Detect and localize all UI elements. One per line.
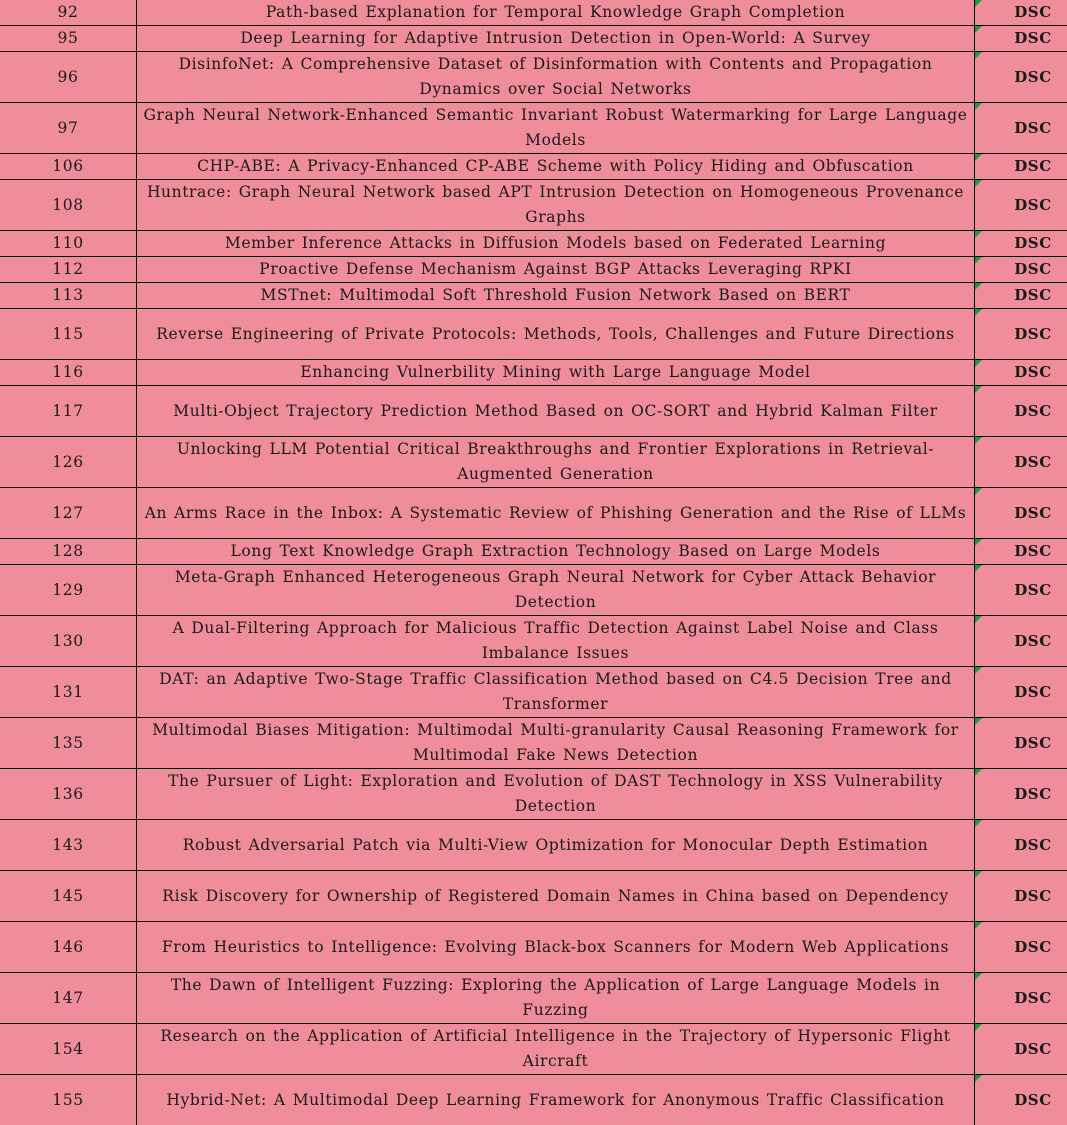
paper-title-cell bbox=[137, 283, 975, 309]
paper-title-cell bbox=[137, 52, 975, 103]
paper-track-label: DSC bbox=[1014, 504, 1052, 522]
paper-title-cell bbox=[137, 488, 975, 539]
paper-id-cell: 110 bbox=[0, 231, 137, 257]
paper-title-text: Graph Neural Network-Enhanced Semantic Invariant Robust Watermarking for Large Language Models bbox=[141, 103, 970, 153]
paper-id-cell: 113 bbox=[0, 283, 137, 309]
paper-track-label: DSC bbox=[1014, 734, 1052, 752]
table-row bbox=[0, 26, 1067, 52]
paper-track-cell[interactable] bbox=[975, 1075, 1067, 1125]
paper-track-cell[interactable] bbox=[975, 667, 1067, 718]
comment-indicator-icon bbox=[975, 973, 982, 980]
paper-title-cell bbox=[137, 1024, 975, 1075]
paper-track-label: DSC bbox=[1014, 938, 1052, 956]
table-row bbox=[0, 437, 1067, 488]
paper-track-label: DSC bbox=[1014, 119, 1052, 137]
paper-track-label: DSC bbox=[1014, 363, 1052, 381]
paper-track-label: DSC bbox=[1014, 581, 1052, 599]
paper-id-cell: 146 bbox=[0, 922, 137, 973]
paper-track-label: DSC bbox=[1014, 196, 1052, 214]
table-row bbox=[0, 309, 1067, 360]
comment-indicator-icon bbox=[975, 871, 982, 878]
paper-track-cell[interactable] bbox=[975, 0, 1067, 26]
table-row bbox=[0, 539, 1067, 565]
table-row bbox=[0, 871, 1067, 922]
comment-indicator-icon bbox=[975, 769, 982, 776]
paper-id-cell: 145 bbox=[0, 871, 137, 922]
paper-track-cell[interactable] bbox=[975, 283, 1067, 309]
paper-title-cell bbox=[137, 565, 975, 616]
paper-title-text: Multimodal Biases Mitigation: Multimodal Multi-granularity Causal Reasoning Framework for Multimodal Fake News Detection bbox=[141, 718, 970, 768]
paper-id-cell: 129 bbox=[0, 565, 137, 616]
table-row bbox=[0, 922, 1067, 973]
paper-title-cell bbox=[137, 386, 975, 437]
paper-track-cell[interactable] bbox=[975, 437, 1067, 488]
paper-track-cell[interactable] bbox=[975, 539, 1067, 565]
paper-track-label: DSC bbox=[1014, 453, 1052, 471]
table-row bbox=[0, 103, 1067, 154]
paper-title-cell bbox=[137, 871, 975, 922]
paper-id-cell: 135 bbox=[0, 718, 137, 769]
paper-title-cell bbox=[137, 180, 975, 231]
table-row bbox=[0, 488, 1067, 539]
paper-id-cell: 92 bbox=[0, 0, 137, 26]
paper-track-label: DSC bbox=[1014, 785, 1052, 803]
paper-id-cell: 126 bbox=[0, 437, 137, 488]
table-row bbox=[0, 154, 1067, 180]
paper-id-cell: 128 bbox=[0, 539, 137, 565]
table-row bbox=[0, 52, 1067, 103]
paper-id-cell: 117 bbox=[0, 386, 137, 437]
paper-track-cell[interactable] bbox=[975, 1024, 1067, 1075]
comment-indicator-icon bbox=[975, 52, 982, 59]
paper-id-cell: 130 bbox=[0, 616, 137, 667]
paper-title-text: Unlocking LLM Potential Critical Breakthroughs and Frontier Explorations in Retrieval-Augmented Generation bbox=[141, 437, 970, 487]
paper-track-cell[interactable] bbox=[975, 922, 1067, 973]
comment-indicator-icon bbox=[975, 616, 982, 623]
table-row bbox=[0, 0, 1067, 26]
table-row bbox=[0, 231, 1067, 257]
paper-track-cell[interactable] bbox=[975, 488, 1067, 539]
paper-track-label: DSC bbox=[1014, 29, 1052, 47]
comment-indicator-icon bbox=[975, 922, 982, 929]
paper-title-text: Long Text Knowledge Graph Extraction Technology Based on Large Models bbox=[141, 539, 970, 564]
paper-title-cell bbox=[137, 769, 975, 820]
comment-indicator-icon bbox=[975, 667, 982, 674]
paper-id-cell: 95 bbox=[0, 26, 137, 52]
comment-indicator-icon bbox=[975, 437, 982, 444]
table-row bbox=[0, 565, 1067, 616]
comment-indicator-icon bbox=[975, 309, 982, 316]
paper-title-text: Reverse Engineering of Private Protocols: Methods, Tools, Challenges and Future Directions bbox=[141, 322, 970, 347]
comment-indicator-icon bbox=[975, 0, 982, 7]
comment-indicator-icon bbox=[975, 1075, 982, 1082]
table-row bbox=[0, 667, 1067, 718]
paper-title-cell bbox=[137, 26, 975, 52]
paper-track-label: DSC bbox=[1014, 887, 1052, 905]
paper-title-cell bbox=[137, 718, 975, 769]
paper-title-text: Deep Learning for Adaptive Intrusion Detection in Open-World: A Survey bbox=[141, 26, 970, 51]
paper-track-label: DSC bbox=[1014, 542, 1052, 560]
paper-track-label: DSC bbox=[1014, 1040, 1052, 1058]
paper-id-cell: 136 bbox=[0, 769, 137, 820]
paper-track-cell[interactable] bbox=[975, 871, 1067, 922]
paper-track-cell[interactable] bbox=[975, 154, 1067, 180]
paper-track-label: DSC bbox=[1014, 402, 1052, 420]
table-row bbox=[0, 257, 1067, 283]
paper-title-cell bbox=[137, 309, 975, 360]
table-row bbox=[0, 180, 1067, 231]
paper-track-cell[interactable] bbox=[975, 973, 1067, 1024]
paper-id-cell: 116 bbox=[0, 360, 137, 386]
comment-indicator-icon bbox=[975, 257, 982, 264]
paper-title-text: Research on the Application of Artificial Intelligence in the Trajectory of Hypersonic Flight Aircraft bbox=[141, 1024, 970, 1074]
paper-track-cell[interactable] bbox=[975, 616, 1067, 667]
paper-track-cell[interactable] bbox=[975, 769, 1067, 820]
paper-title-text: DAT: an Adaptive Two-Stage Traffic Classification Method based on C4.5 Decision Tree and Transformer bbox=[141, 667, 970, 717]
paper-title-text: DisinfoNet: A Comprehensive Dataset of Disinformation with Contents and Propagation Dynamics over Social Networks bbox=[141, 52, 970, 102]
paper-id-cell: 108 bbox=[0, 180, 137, 231]
comment-indicator-icon bbox=[975, 154, 982, 161]
paper-track-cell[interactable] bbox=[975, 231, 1067, 257]
paper-title-cell bbox=[137, 922, 975, 973]
paper-title-cell bbox=[137, 820, 975, 871]
paper-track-label: DSC bbox=[1014, 836, 1052, 854]
paper-title-text: Member Inference Attacks in Diffusion Models based on Federated Learning bbox=[141, 231, 970, 256]
paper-id-cell: 97 bbox=[0, 103, 137, 154]
paper-track-label: DSC bbox=[1014, 286, 1052, 304]
paper-track-cell[interactable] bbox=[975, 52, 1067, 103]
paper-track-cell[interactable] bbox=[975, 180, 1067, 231]
comment-indicator-icon bbox=[975, 1024, 982, 1031]
paper-track-cell[interactable] bbox=[975, 386, 1067, 437]
paper-track-label: DSC bbox=[1014, 632, 1052, 650]
paper-track-cell[interactable] bbox=[975, 103, 1067, 154]
paper-title-cell bbox=[137, 437, 975, 488]
paper-title-cell bbox=[137, 1075, 975, 1125]
paper-title-text: Proactive Defense Mechanism Against BGP Attacks Leveraging RPKI bbox=[141, 257, 970, 282]
paper-title-text: Robust Adversarial Patch via Multi-View Optimization for Monocular Depth Estimation bbox=[141, 833, 970, 858]
paper-track-cell[interactable] bbox=[975, 309, 1067, 360]
paper-title-text: The Dawn of Intelligent Fuzzing: Exploring the Application of Large Language Models in Fuzzing bbox=[141, 973, 970, 1023]
table-row bbox=[0, 1075, 1067, 1125]
paper-title-text: Path-based Explanation for Temporal Knowledge Graph Completion bbox=[141, 0, 970, 25]
paper-title-text: Meta-Graph Enhanced Heterogeneous Graph Neural Network for Cyber Attack Behavior Detection bbox=[141, 565, 970, 615]
comment-indicator-icon bbox=[975, 180, 982, 187]
paper-title-text: A Dual-Filtering Approach for Malicious Traffic Detection Against Label Noise and Class Imbalance Issues bbox=[141, 616, 970, 666]
paper-title-cell bbox=[137, 539, 975, 565]
paper-id-cell: 127 bbox=[0, 488, 137, 539]
paper-track-cell[interactable] bbox=[975, 718, 1067, 769]
paper-title-cell bbox=[137, 667, 975, 718]
comment-indicator-icon bbox=[975, 283, 982, 290]
comment-indicator-icon bbox=[975, 386, 982, 393]
comment-indicator-icon bbox=[975, 26, 982, 33]
paper-title-text: Multi-Object Trajectory Prediction Method Based on OC-SORT and Hybrid Kalman Filter bbox=[141, 399, 970, 424]
comment-indicator-icon bbox=[975, 718, 982, 725]
paper-title-cell bbox=[137, 103, 975, 154]
table-row bbox=[0, 386, 1067, 437]
table-row bbox=[0, 769, 1067, 820]
paper-track-label: DSC bbox=[1014, 260, 1052, 278]
paper-title-text: Enhancing Vulnerbility Mining with Large Language Model bbox=[141, 360, 970, 385]
comment-indicator-icon bbox=[975, 820, 982, 827]
paper-id-cell: 154 bbox=[0, 1024, 137, 1075]
comment-indicator-icon bbox=[975, 488, 982, 495]
paper-title-text: Risk Discovery for Ownership of Registered Domain Names in China based on Dependency bbox=[141, 884, 970, 909]
paper-title-cell bbox=[137, 257, 975, 283]
paper-track-label: DSC bbox=[1014, 1091, 1052, 1109]
paper-track-label: DSC bbox=[1014, 3, 1052, 21]
table-row bbox=[0, 360, 1067, 386]
paper-id-cell: 115 bbox=[0, 309, 137, 360]
table-row bbox=[0, 1024, 1067, 1075]
table-row bbox=[0, 820, 1067, 871]
comment-indicator-icon bbox=[975, 539, 982, 546]
paper-title-cell bbox=[137, 616, 975, 667]
paper-title-cell bbox=[137, 360, 975, 386]
table-row bbox=[0, 718, 1067, 769]
paper-id-cell: 147 bbox=[0, 973, 137, 1024]
paper-title-cell bbox=[137, 0, 975, 26]
paper-id-cell: 131 bbox=[0, 667, 137, 718]
paper-track-cell[interactable] bbox=[975, 565, 1067, 616]
comment-indicator-icon bbox=[975, 231, 982, 238]
paper-title-cell bbox=[137, 231, 975, 257]
paper-track-label: DSC bbox=[1014, 989, 1052, 1007]
table-row bbox=[0, 973, 1067, 1024]
paper-track-label: DSC bbox=[1014, 325, 1052, 343]
paper-title-text: Huntrace: Graph Neural Network based APT Intrusion Detection on Homogeneous Provenance Graphs bbox=[141, 180, 970, 230]
comment-indicator-icon bbox=[975, 360, 982, 367]
paper-id-cell: 155 bbox=[0, 1075, 137, 1125]
table-row bbox=[0, 283, 1067, 309]
paper-title-text: CHP-ABE: A Privacy-Enhanced CP-ABE Scheme with Policy Hiding and Obfuscation bbox=[141, 154, 970, 179]
comment-indicator-icon bbox=[975, 103, 982, 110]
comment-indicator-icon bbox=[975, 565, 982, 572]
paper-track-label: DSC bbox=[1014, 234, 1052, 252]
paper-title-cell bbox=[137, 973, 975, 1024]
paper-id-cell: 112 bbox=[0, 257, 137, 283]
paper-title-text: An Arms Race in the Inbox: A Systematic Review of Phishing Generation and the Rise of LLMs bbox=[141, 501, 970, 526]
paper-track-cell[interactable] bbox=[975, 820, 1067, 871]
paper-track-cell[interactable] bbox=[975, 257, 1067, 283]
paper-track-cell[interactable] bbox=[975, 360, 1067, 386]
paper-title-text: From Heuristics to Intelligence: Evolving Black-box Scanners for Modern Web Applications bbox=[141, 935, 970, 960]
paper-title-text: The Pursuer of Light: Exploration and Evolution of DAST Technology in XSS Vulnerability Detection bbox=[141, 769, 970, 819]
paper-title-text: MSTnet: Multimodal Soft Threshold Fusion Network Based on BERT bbox=[141, 283, 970, 308]
paper-title-cell bbox=[137, 154, 975, 180]
table-row bbox=[0, 616, 1067, 667]
paper-track-label: DSC bbox=[1014, 157, 1052, 175]
paper-track-label: DSC bbox=[1014, 68, 1052, 86]
paper-track-cell[interactable] bbox=[975, 26, 1067, 52]
paper-title-text: Hybrid-Net: A Multimodal Deep Learning Framework for Anonymous Traffic Classification bbox=[141, 1088, 970, 1113]
paper-id-cell: 96 bbox=[0, 52, 137, 103]
paper-id-cell: 106 bbox=[0, 154, 137, 180]
paper-id-cell: 143 bbox=[0, 820, 137, 871]
paper-track-label: DSC bbox=[1014, 683, 1052, 701]
